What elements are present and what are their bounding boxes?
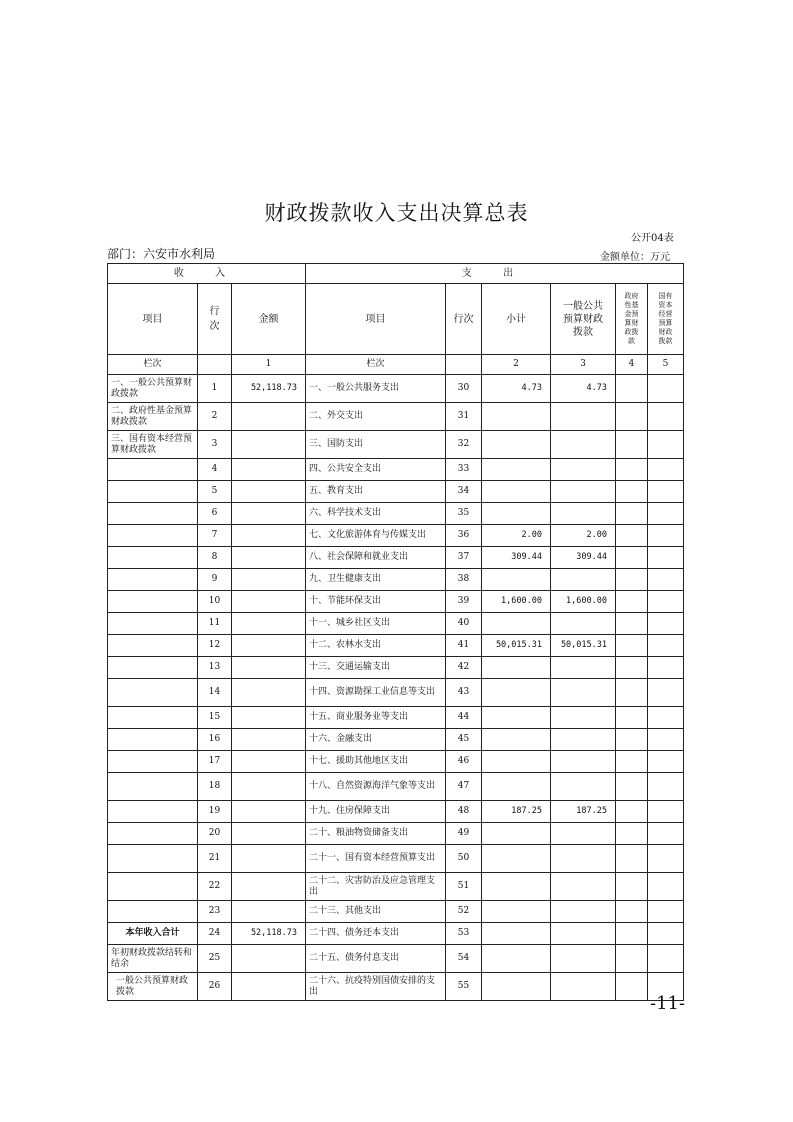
expense-item: 二十一、国有资本经营预算支出 [306, 845, 446, 873]
income-amount [232, 751, 306, 773]
expense-line-header: 行次 [446, 284, 482, 355]
income-item-header: 项目 [108, 284, 198, 355]
income-amount [232, 845, 306, 873]
income-line-no: 23 [198, 901, 232, 923]
expense-line-no: 53 [446, 923, 482, 945]
income-item: 本年收入合计 [108, 923, 198, 945]
state-capital-amount [648, 525, 684, 547]
subtotal-amount: 50,015.31 [482, 635, 551, 657]
table-row [108, 823, 684, 845]
subtotal-amount [482, 657, 551, 679]
expense-line-no: 33 [446, 459, 482, 481]
subtotal-amount [482, 707, 551, 729]
income-item [108, 845, 198, 873]
expense-item: 十九、住房保障支出 [306, 801, 446, 823]
state-capital-amount [648, 657, 684, 679]
subtotal-amount [482, 729, 551, 751]
expense-item: 二十三、其他支出 [306, 901, 446, 923]
col-number-2: 2 [482, 355, 551, 375]
subtotal-amount: 4.73 [482, 375, 551, 403]
general-budget-amount: 4.73 [551, 375, 616, 403]
expense-item: 十四、资源勘探工业信息等支出 [306, 679, 446, 707]
expense-item: 一、一般公共服务支出 [306, 375, 446, 403]
state-capital-amount [648, 901, 684, 923]
table-row [108, 525, 684, 547]
income-amount [232, 503, 306, 525]
income-line-no: 9 [198, 569, 232, 591]
col-number-empty-2 [446, 355, 482, 375]
income-line-no: 3 [198, 431, 232, 459]
state-capital-amount [648, 773, 684, 801]
expense-line-no: 44 [446, 707, 482, 729]
subtotal-amount: 1,600.00 [482, 591, 551, 613]
table-row [108, 923, 684, 945]
expense-line-no: 36 [446, 525, 482, 547]
state-capital-amount [648, 503, 684, 525]
table-row [108, 459, 684, 481]
general-budget-amount [551, 751, 616, 773]
expense-item: 二十二、灾害防治及应急管理支出 [306, 873, 446, 901]
income-line-no: 25 [198, 945, 232, 973]
page-number: -11- [650, 993, 686, 1014]
general-budget-amount: 309.44 [551, 547, 616, 569]
general-budget-amount [551, 945, 616, 973]
general-budget-amount [551, 679, 616, 707]
gov-fund-amount [616, 707, 648, 729]
gov-fund-amount [616, 901, 648, 923]
expense-item: 十二、农林水支出 [306, 635, 446, 657]
subtotal-amount [482, 773, 551, 801]
general-budget-amount [551, 845, 616, 873]
income-item [108, 591, 198, 613]
income-line-no: 6 [198, 503, 232, 525]
table-row [108, 591, 684, 613]
general-budget-amount [551, 613, 616, 635]
general-budget-header-text: 一般公共预算财政拨款 [563, 300, 603, 338]
income-amount [232, 973, 306, 1001]
income-amount [232, 569, 306, 591]
expense-item: 二十五、债务付息支出 [306, 945, 446, 973]
gov-fund-amount [616, 569, 648, 591]
gov-fund-amount [616, 431, 648, 459]
expense-item: 五、教育支出 [306, 481, 446, 503]
subtotal-amount [482, 481, 551, 503]
expense-item: 二十、粮油物资储备支出 [306, 823, 446, 845]
general-budget-amount [551, 901, 616, 923]
income-item [108, 773, 198, 801]
table-row [108, 707, 684, 729]
subtotal-amount [482, 923, 551, 945]
state-capital-amount [648, 431, 684, 459]
income-line-no: 19 [198, 801, 232, 823]
table-row [108, 635, 684, 657]
income-amount [232, 591, 306, 613]
state-capital-amount [648, 801, 684, 823]
income-amount [232, 707, 306, 729]
income-line-no: 7 [198, 525, 232, 547]
gov-fund-amount [616, 503, 648, 525]
income-item [108, 547, 198, 569]
subtotal-amount: 2.00 [482, 525, 551, 547]
table-row [108, 403, 684, 431]
col-number-4: 4 [616, 355, 648, 375]
general-budget-amount: 2.00 [551, 525, 616, 547]
subtotal-amount [482, 751, 551, 773]
general-budget-amount: 187.25 [551, 801, 616, 823]
income-line-no: 13 [198, 657, 232, 679]
income-item [108, 503, 198, 525]
table-row [108, 845, 684, 873]
expense-line-no: 41 [446, 635, 482, 657]
table-row [108, 431, 684, 459]
table-row [108, 657, 684, 679]
gov-fund-header [616, 284, 648, 355]
expense-item: 八、社会保障和就业支出 [306, 547, 446, 569]
expense-item: 十八、自然资源海洋气象等支出 [306, 773, 446, 801]
income-amount [232, 773, 306, 801]
general-budget-amount [551, 569, 616, 591]
subtotal-header: 小计 [482, 284, 551, 355]
col-number-empty [198, 355, 232, 375]
expense-item-header: 项目 [306, 284, 446, 355]
income-item [108, 751, 198, 773]
income-line-no: 12 [198, 635, 232, 657]
income-line-no: 5 [198, 481, 232, 503]
general-budget-amount: 1,600.00 [551, 591, 616, 613]
gov-fund-amount [616, 635, 648, 657]
page-title: 财政拨款收入支出决算总表 [264, 201, 529, 225]
income-item [108, 525, 198, 547]
state-capital-amount [648, 923, 684, 945]
general-budget-amount [551, 403, 616, 431]
expense-line-no: 54 [446, 945, 482, 973]
income-header: 收 入 [108, 264, 306, 284]
income-line-header [198, 284, 232, 355]
state-capital-amount [648, 945, 684, 973]
income-amount [232, 547, 306, 569]
income-line-no: 1 [198, 375, 232, 403]
col-number-3: 3 [551, 355, 616, 375]
general-budget-amount [551, 657, 616, 679]
income-amount [232, 459, 306, 481]
state-capital-amount [648, 481, 684, 503]
income-item [108, 679, 198, 707]
income-item: 三、国有资本经营预算财政拨款 [108, 431, 198, 459]
income-item: 年初财政拨款结转和结余 [108, 945, 198, 973]
expense-line-no: 42 [446, 657, 482, 679]
subtotal-amount [482, 503, 551, 525]
gov-fund-amount [616, 481, 648, 503]
subtotal-amount [482, 823, 551, 845]
income-item [108, 657, 198, 679]
table-row [108, 945, 684, 973]
expense-item: 十七、援助其他地区支出 [306, 751, 446, 773]
gov-fund-amount [616, 923, 648, 945]
general-budget-amount [551, 773, 616, 801]
col-number-label: 栏次 [108, 355, 198, 375]
income-line-no: 18 [198, 773, 232, 801]
income-amount [232, 679, 306, 707]
table-row [108, 503, 684, 525]
expense-line-no: 55 [446, 973, 482, 1001]
expense-item: 十六、金融支出 [306, 729, 446, 751]
income-line-no: 4 [198, 459, 232, 481]
income-line-no: 10 [198, 591, 232, 613]
income-amount: 52,118.73 [232, 923, 306, 945]
general-budget-amount [551, 431, 616, 459]
subtotal-amount [482, 613, 551, 635]
income-line-no: 11 [198, 613, 232, 635]
col-number-5: 5 [648, 355, 684, 375]
expense-line-no: 34 [446, 481, 482, 503]
subtotal-amount [482, 431, 551, 459]
expense-item: 九、卫生健康支出 [306, 569, 446, 591]
income-item [108, 823, 198, 845]
income-amount [232, 801, 306, 823]
state-capital-amount [648, 591, 684, 613]
table-row [108, 481, 684, 503]
state-capital-amount [648, 873, 684, 901]
subtotal-amount [482, 459, 551, 481]
subtotal-amount [482, 945, 551, 973]
subtotal-amount [482, 845, 551, 873]
general-budget-amount [551, 503, 616, 525]
gov-fund-amount [616, 525, 648, 547]
gov-fund-amount [616, 729, 648, 751]
table-row [108, 773, 684, 801]
table-row [108, 901, 684, 923]
income-amount [232, 729, 306, 751]
gov-fund-amount [616, 613, 648, 635]
expense-line-no: 51 [446, 873, 482, 901]
income-line-no: 22 [198, 873, 232, 901]
income-item [108, 635, 198, 657]
state-capital-amount [648, 403, 684, 431]
income-amount [232, 901, 306, 923]
expense-item: 十五、商业服务业等支出 [306, 707, 446, 729]
gov-fund-amount [616, 751, 648, 773]
state-capital-amount [648, 547, 684, 569]
expense-line-no: 50 [446, 845, 482, 873]
income-amount [232, 431, 306, 459]
table-row [108, 973, 684, 1001]
expense-line-no: 43 [446, 679, 482, 707]
income-line-no: 26 [198, 973, 232, 1001]
income-item [108, 901, 198, 923]
expense-line-no: 31 [446, 403, 482, 431]
income-amount [232, 657, 306, 679]
income-amount [232, 873, 306, 901]
income-amount: 52,118.73 [232, 375, 306, 403]
state-capital-header-text: 国有资本经营预算财政拨款 [658, 292, 673, 345]
income-amount [232, 525, 306, 547]
expense-item: 十一、城乡社区支出 [306, 613, 446, 635]
expense-line-no: 47 [446, 773, 482, 801]
income-line-no: 20 [198, 823, 232, 845]
expense-line-no: 35 [446, 503, 482, 525]
income-amount [232, 481, 306, 503]
gov-fund-amount [616, 459, 648, 481]
income-item [108, 801, 198, 823]
expense-item: 三、国防支出 [306, 431, 446, 459]
expense-line-no: 40 [446, 613, 482, 635]
expense-line-no: 32 [446, 431, 482, 459]
income-item [108, 729, 198, 751]
gov-fund-amount [616, 945, 648, 973]
income-line-no: 14 [198, 679, 232, 707]
subtotal-amount [482, 569, 551, 591]
subtotal-amount: 187.25 [482, 801, 551, 823]
income-item [108, 459, 198, 481]
general-budget-amount [551, 459, 616, 481]
income-item [108, 707, 198, 729]
income-item: 二、政府性基金预算财政拨款 [108, 403, 198, 431]
expense-line-no: 46 [446, 751, 482, 773]
income-amount [232, 635, 306, 657]
income-item [108, 481, 198, 503]
income-item [108, 569, 198, 591]
general-budget-amount: 50,015.31 [551, 635, 616, 657]
table-row [108, 569, 684, 591]
expense-item: 二十六、抗疫特别国债安排的支出 [306, 973, 446, 1001]
income-amount-header: 金额 [232, 284, 306, 355]
expense-line-no: 52 [446, 901, 482, 923]
expense-line-no: 39 [446, 591, 482, 613]
general-budget-amount [551, 973, 616, 1001]
subtotal-amount [482, 403, 551, 431]
gov-fund-amount [616, 773, 648, 801]
general-budget-amount [551, 707, 616, 729]
subtotal-amount [482, 901, 551, 923]
income-amount [232, 945, 306, 973]
col-number-1: 1 [232, 355, 306, 375]
state-capital-header [648, 284, 684, 355]
expense-line-no: 49 [446, 823, 482, 845]
state-capital-amount [648, 751, 684, 773]
income-amount [232, 613, 306, 635]
state-capital-amount [648, 707, 684, 729]
expense-item: 四、公共安全支出 [306, 459, 446, 481]
state-capital-amount [648, 459, 684, 481]
gov-fund-amount [616, 823, 648, 845]
expense-item: 十、节能环保支出 [306, 591, 446, 613]
income-item [108, 873, 198, 901]
form-number: 公开04表 [631, 233, 674, 244]
gov-fund-amount [616, 547, 648, 569]
table-row [108, 729, 684, 751]
gov-fund-amount [616, 845, 648, 873]
income-line-header-text: 行次 [209, 306, 220, 332]
expense-line-no: 30 [446, 375, 482, 403]
expense-item: 十三、交通运输支出 [306, 657, 446, 679]
gov-fund-amount [616, 801, 648, 823]
expense-line-no: 48 [446, 801, 482, 823]
state-capital-amount [648, 375, 684, 403]
subtotal-amount [482, 679, 551, 707]
table-row [108, 375, 684, 403]
income-amount [232, 823, 306, 845]
income-line-no: 2 [198, 403, 232, 431]
expense-line-no: 45 [446, 729, 482, 751]
expense-item: 二十四、债务还本支出 [306, 923, 446, 945]
income-item [108, 613, 198, 635]
col-number-label-2: 栏次 [306, 355, 446, 375]
gov-fund-amount [616, 375, 648, 403]
department-label: 部门：六安市水利局 [107, 247, 216, 261]
expense-item: 六、科学技术支出 [306, 503, 446, 525]
table-row [108, 679, 684, 707]
subtotal-amount [482, 973, 551, 1001]
expense-item: 七、文化旅游体育与传媒支出 [306, 525, 446, 547]
gov-fund-amount [616, 591, 648, 613]
income-line-no: 15 [198, 707, 232, 729]
general-budget-amount [551, 923, 616, 945]
gov-fund-amount [616, 873, 648, 901]
expense-line-no: 37 [446, 547, 482, 569]
general-budget-header [551, 284, 616, 355]
table-row [108, 801, 684, 823]
state-capital-amount [648, 823, 684, 845]
state-capital-amount [648, 635, 684, 657]
income-line-no: 16 [198, 729, 232, 751]
state-capital-amount [648, 845, 684, 873]
table-row [108, 873, 684, 901]
expense-item: 二、外交支出 [306, 403, 446, 431]
income-item: 一、一般公共预算财政拨款 [108, 375, 198, 403]
general-budget-amount [551, 481, 616, 503]
gov-fund-header-text: 政府性基金预算财政拨款 [624, 292, 639, 345]
gov-fund-amount [616, 679, 648, 707]
general-budget-amount [551, 873, 616, 901]
gov-fund-amount [616, 973, 648, 1001]
table-row [108, 751, 684, 773]
income-line-no: 8 [198, 547, 232, 569]
table-row [108, 613, 684, 635]
income-line-no: 21 [198, 845, 232, 873]
subtotal-amount [482, 873, 551, 901]
subtotal-amount: 309.44 [482, 547, 551, 569]
general-budget-amount [551, 729, 616, 751]
appropriation-table [107, 263, 684, 1001]
state-capital-amount [648, 569, 684, 591]
income-item: 一般公共预算财政拨款 [108, 973, 198, 1001]
income-line-no: 17 [198, 751, 232, 773]
state-capital-amount [648, 729, 684, 751]
income-amount [232, 403, 306, 431]
gov-fund-amount [616, 657, 648, 679]
gov-fund-amount [616, 403, 648, 431]
unit-label: 金额单位：万元 [600, 252, 670, 263]
table-row [108, 547, 684, 569]
state-capital-amount [648, 613, 684, 635]
expense-header: 支 出 [306, 264, 684, 284]
state-capital-amount [648, 679, 684, 707]
expense-line-no: 38 [446, 569, 482, 591]
general-budget-amount [551, 823, 616, 845]
income-line-no: 24 [198, 923, 232, 945]
